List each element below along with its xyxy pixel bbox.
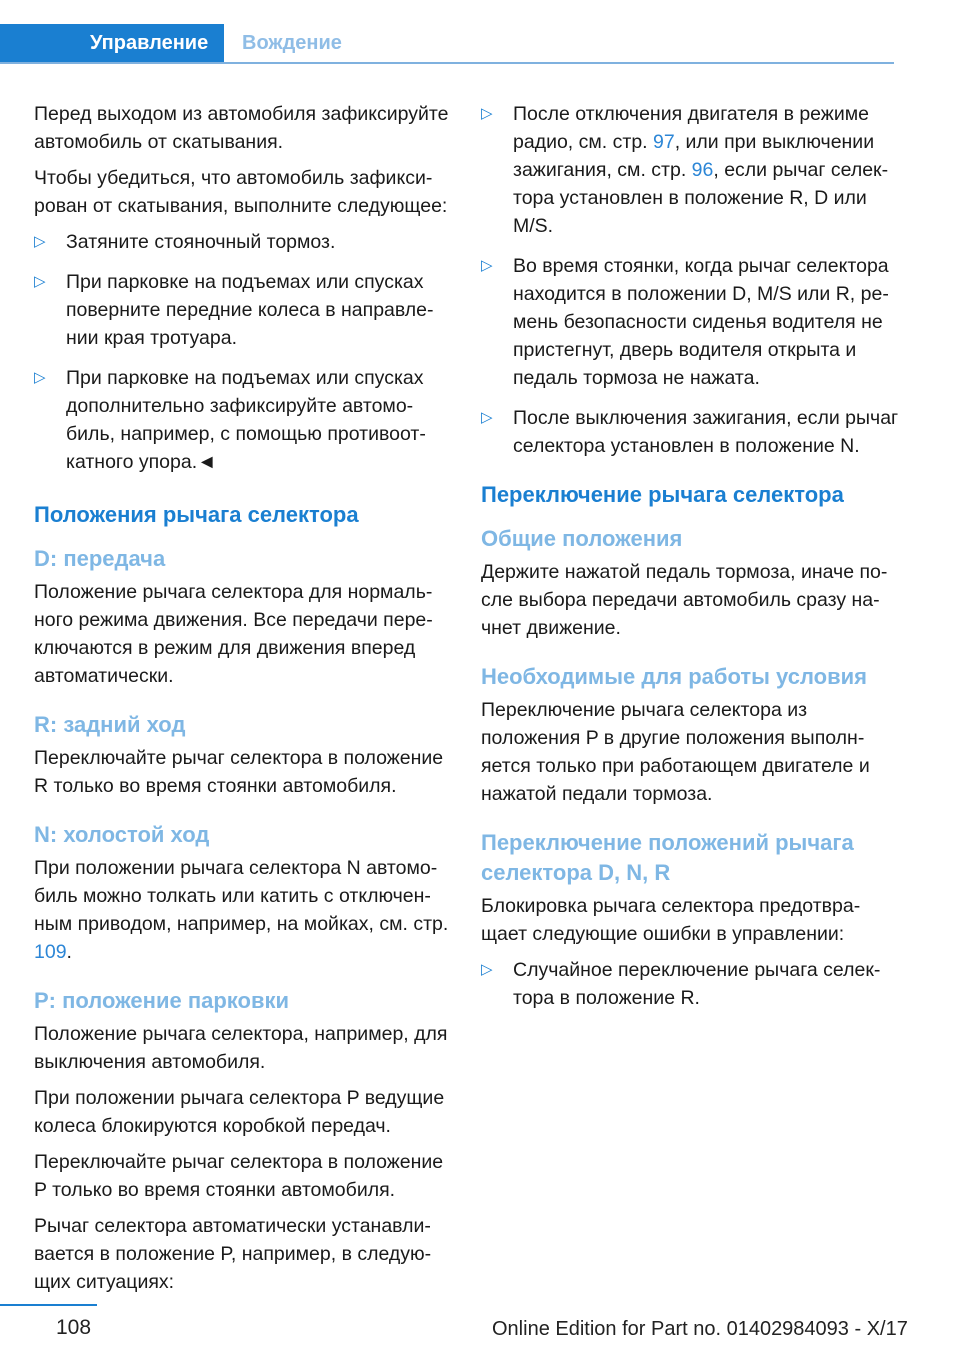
p-park-text-4: Рычаг селектора автоматически устанавливается в положение P, например, в следующих ситуациях: bbox=[34, 1215, 432, 1293]
footer-rule bbox=[0, 1304, 97, 1306]
header-tabs bbox=[0, 24, 894, 64]
section-title-selector-positions: Положения рычага селектора bbox=[34, 502, 359, 527]
bullet-arrow-icon: ▷ bbox=[481, 409, 493, 426]
list-item: ▷ При парковке на подъемах или спусках поверните передние колеса в направлении края тротуара. bbox=[34, 268, 452, 352]
list-item: ▷ Во время стоянки, когда рычаг селектора находится в положении D, M/S или R, ремень безопасности сиденья водителя не пристегнут, дверь водителя открыта и педаль тормоза не нажата. bbox=[481, 252, 899, 392]
p-park-text-2: При положении рычага селектора P ведущие колеса блокируются коробкой передач. bbox=[34, 1087, 445, 1137]
bullet-arrow-icon: ▷ bbox=[34, 369, 46, 386]
right-column bbox=[481, 100, 899, 1024]
intro-paragraph-1: Перед выходом из автомобиля зафиксируйте автомобиль от скатывания. bbox=[34, 103, 449, 153]
p-park-text-3: Переключайте рычаг селектора в положение P только во время стоянки автомобиля. bbox=[34, 1151, 444, 1201]
subtitle-d-drive: D: передача bbox=[34, 546, 166, 571]
subtitle-general: Общие положения bbox=[481, 526, 683, 551]
subtitle-r-reverse: R: задний ход bbox=[34, 712, 186, 737]
bullet-arrow-icon: ▷ bbox=[481, 961, 493, 978]
list-item: ▷ Случайное переключение рычага селектора в положение R. bbox=[481, 956, 899, 1012]
list-item: ▷ После отключения двигателя в режиме радио, см. стр. 97, или при выключении зажигания, см. стр. 96, если рычаг селектора установлен в положение R, D или M/S. bbox=[481, 100, 899, 240]
d-drive-text: Положение рычага селектора для нормального режима движения. Все передачи переключаются в режим для движения вперед автоматически. bbox=[34, 581, 433, 687]
r-reverse-text: Переключайте рычаг селектора в положение R только во время стоянки автомобиля. bbox=[34, 747, 444, 797]
p-park-text-1: Положение рычага селектора, например, для выключения автомобиля. bbox=[34, 1023, 448, 1073]
left-column bbox=[34, 100, 452, 1304]
bullet-arrow-icon: ▷ bbox=[34, 273, 46, 290]
parking-steps-list bbox=[34, 228, 452, 476]
subtitle-p-park: P: положение парковки bbox=[34, 988, 290, 1013]
subtitle-dnr-shifting: Переключение положений рычага селектора D, N, R bbox=[481, 830, 854, 885]
bullet-arrow-icon: ▷ bbox=[481, 105, 493, 122]
bullet-arrow-icon: ▷ bbox=[481, 257, 493, 274]
subtitle-conditions: Необходимые для работы условия bbox=[481, 664, 867, 689]
bullet-arrow-icon: ▷ bbox=[34, 233, 46, 250]
list-item: ▷ При парковке на подъемах или спусках дополнительно зафиксируйте автомобиль, например, с помощью противооткатного упора.◄ bbox=[34, 364, 452, 476]
section-title-selector-shifting: Переключение рычага селектора bbox=[481, 482, 844, 507]
auto-park-situations-list bbox=[481, 100, 899, 460]
edition-footer: Online Edition for Part no. 01402984093 - X/17 bbox=[492, 1318, 908, 1340]
general-text: Держите нажатой педаль тормоза, иначе после выбора передачи автомобиль сразу начнет движение. bbox=[481, 561, 888, 639]
tab-driving[interactable]: Вождение bbox=[242, 32, 342, 54]
conditions-text: Переключение рычага селектора из положения P в другие положения выполняется только при работающем двигателе и нажатой педали тормоза. bbox=[481, 699, 870, 805]
list-item: ▷ После выключения зажигания, если рычаг селектора установлен в положение N. bbox=[481, 404, 899, 460]
intro-paragraph-2: Чтобы убедиться, что автомобиль зафиксирован от скатывания, выполните следующее: bbox=[34, 167, 448, 217]
dnr-errors-list bbox=[481, 956, 899, 1012]
list-item: ▷ Затяните стояночный тормоз. bbox=[34, 228, 452, 256]
n-neutral-text: При положении рычага селектора N автомобиль можно толкать или катить с отключенным приводом, например, на мойках, см. стр. 109. bbox=[34, 857, 449, 963]
dnr-text: Блокировка рычага селектора предотвращает следующие ошибки в управлении: bbox=[481, 895, 861, 945]
subtitle-n-neutral: N: холостой ход bbox=[34, 822, 210, 847]
page-number: 108 bbox=[56, 1316, 92, 1339]
page-link-96[interactable]: 96 bbox=[691, 159, 714, 181]
page-link-97[interactable]: 97 bbox=[653, 131, 675, 153]
page-link-109[interactable]: 109 bbox=[34, 941, 67, 963]
tab-control[interactable]: Управление bbox=[0, 24, 224, 62]
